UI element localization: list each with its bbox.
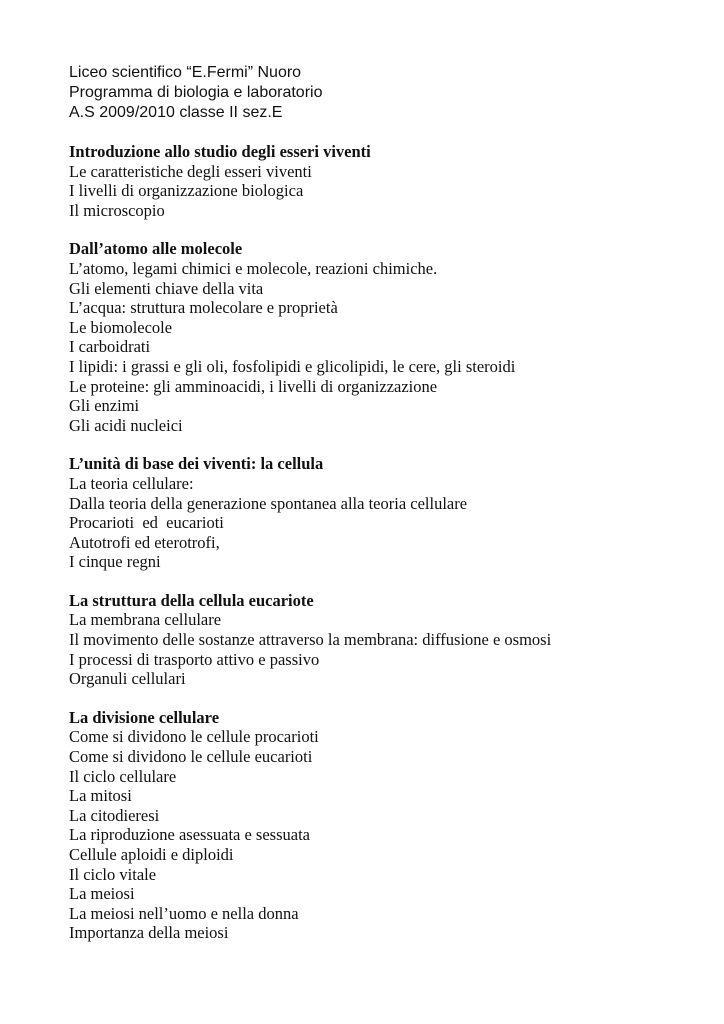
section-divisione-cellulare	[69, 708, 709, 943]
section-title: L’unità di base dei viventi: la cellula	[69, 454, 324, 474]
document-header	[69, 63, 709, 123]
list-item: Il ciclo vitale	[69, 864, 157, 884]
list-item: I carboidrati	[69, 337, 151, 357]
list-item: Il microscopio	[69, 200, 165, 220]
list-item: L’acqua: struttura molecolare e proprietà	[69, 298, 338, 318]
list-item: Dalla teoria della generazione spontanea alla teoria cellulare	[69, 493, 468, 513]
section-cellula	[69, 454, 709, 572]
list-item: I processi di trasporto attivo e passivo	[69, 649, 320, 669]
list-item: Gli acidi nucleici	[69, 415, 183, 435]
list-item: Gli elementi chiave della vita	[69, 278, 264, 298]
section-introduzione	[69, 142, 709, 220]
list-item: La mitosi	[69, 786, 132, 806]
list-item: Come si dividono le cellule procarioti	[69, 727, 319, 747]
list-item: Il movimento delle sostanze attraverso la membrana: diffusione e osmosi	[69, 630, 552, 650]
list-item: I lipidi: i grassi e gli oli, fosfolipidi e glicolipidi, le cere, gli steroidi	[69, 356, 516, 376]
list-item: La teoria cellulare:	[69, 473, 194, 493]
section-title: Introduzione allo studio degli esseri viventi	[69, 142, 371, 161]
section-title: La struttura della cellula eucariote	[69, 590, 314, 610]
list-item: Il ciclo cellulare	[69, 766, 177, 786]
section-atomo-molecole	[69, 239, 709, 435]
section-title: Dall’atomo alle molecole	[69, 239, 243, 259]
list-item: Organuli cellulari	[69, 669, 186, 689]
list-item: L’atomo, legami chimici e molecole, reazioni chimiche.	[69, 258, 438, 278]
list-item: Le proteine: gli amminoacidi, i livelli di organizzazione	[69, 376, 438, 396]
list-item: Gli enzimi	[69, 396, 140, 416]
list-item: La meiosi	[69, 884, 135, 904]
list-item: La riproduzione asessuata e sessuata	[69, 825, 310, 845]
list-item: Le biomolecole	[69, 317, 173, 337]
list-item: I cinque regni	[69, 552, 161, 572]
program-title: Programma di biologia e laboratorio	[69, 84, 323, 101]
list-item: Procarioti ed eucarioti	[69, 513, 224, 533]
list-item: Importanza della meiosi	[69, 923, 229, 943]
list-item: La membrana cellulare	[69, 610, 222, 630]
section-title: La divisione cellulare	[69, 707, 220, 727]
list-item: Autotrofi ed eterotrofi,	[69, 532, 220, 552]
document-page	[69, 63, 709, 943]
list-item: I livelli di organizzazione biologica	[69, 181, 304, 201]
list-item: Cellule aploidi e diploidi	[69, 845, 234, 864]
list-item: Come si dividono le cellule eucarioti	[69, 747, 313, 767]
school-name: Liceo scientifico “E.Fermi” Nuoro	[69, 64, 302, 81]
list-item: La citodieresi	[69, 805, 160, 825]
section-cellula-eucariote	[69, 591, 709, 689]
list-item: La meiosi nell’uomo e nella donna	[69, 903, 299, 923]
list-item: Le caratteristiche degli esseri viventi	[69, 161, 312, 181]
school-year-class: A.S 2009/2010 classe II sez.E	[69, 104, 283, 121]
